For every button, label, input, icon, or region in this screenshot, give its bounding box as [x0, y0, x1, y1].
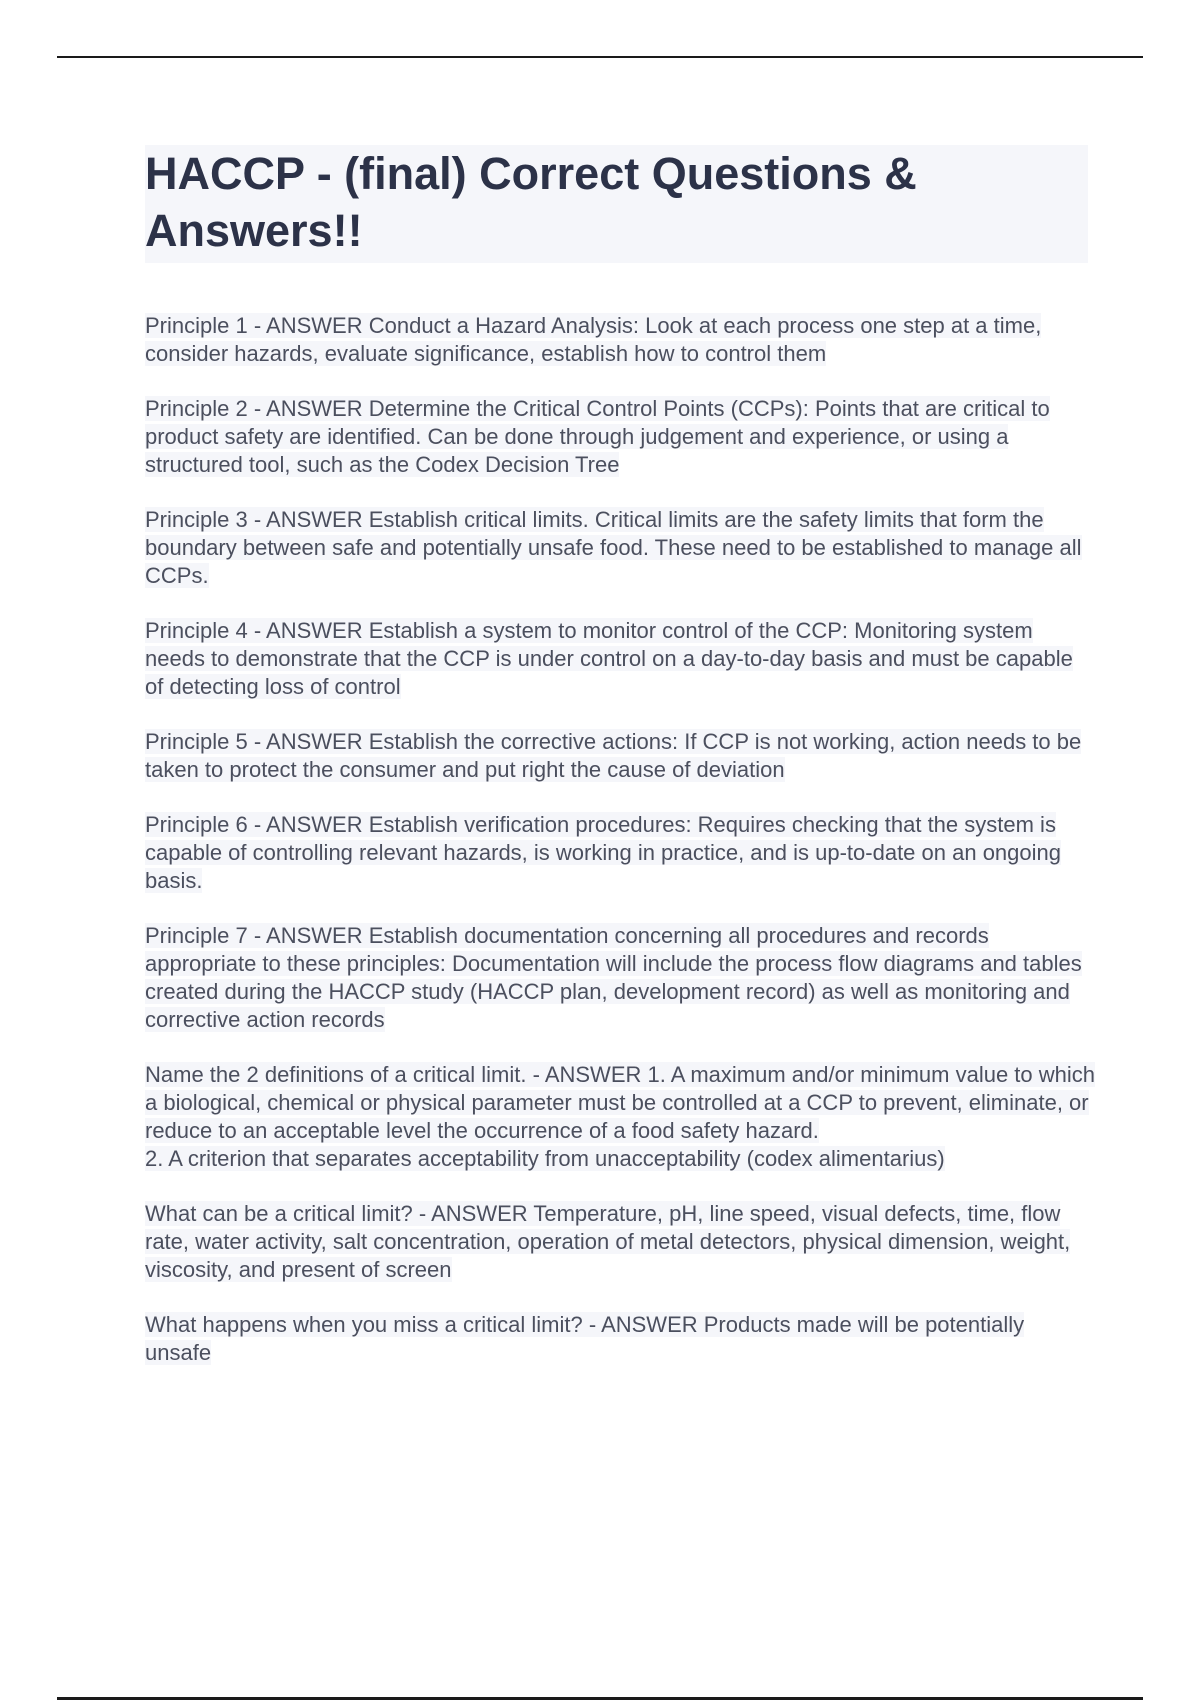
qa-text: Principle 3 - ANSWER Establish critical limits. Critical limits are the safety limits that form the boundary between safe and potentially unsafe food. These need to be established to manage all CCPs.	[145, 507, 1082, 588]
qa-item	[145, 312, 1095, 368]
qa-text: Principle 1 - ANSWER Conduct a Hazard Analysis: Look at each process one step at a time, consider hazards, evaluate significance, establish how to control them	[145, 313, 1042, 366]
qa-item	[145, 395, 1095, 479]
qa-text: Principle 2 - ANSWER Determine the Critical Control Points (CCPs): Points that are critical to product safety are identified. Can be done through judgement and experience, or using a structured tool, such as the Codex Decision Tree	[145, 396, 1050, 477]
title-block	[145, 145, 1088, 263]
qa-item	[145, 922, 1095, 1034]
qa-item	[145, 811, 1095, 895]
qa-text: Principle 6 - ANSWER Establish verification procedures: Requires checking that the system is capable of controlling relevant hazards, is working in practice, and is up-to-date on an ongoing basis.	[145, 812, 1061, 893]
qa-item	[145, 1311, 1095, 1367]
page-title: HACCP - (final) Correct Questions & Answers!!	[145, 148, 917, 256]
qa-list	[145, 312, 1095, 1394]
qa-item	[145, 506, 1095, 590]
qa-text: Name the 2 definitions of a critical limit. - ANSWER 1. A maximum and/or minimum value to which a biological, chemical or physical parameter must be controlled at a CCP to prevent, eliminate, or reduce to an acceptable level the occurrence of a food safety hazard. 2. A criterion that separates acceptability from unacceptability (codex alimentarius)	[145, 1062, 1096, 1171]
qa-text: What happens when you miss a critical limit? - ANSWER Products made will be potentially unsafe	[145, 1312, 1025, 1365]
qa-text: Principle 5 - ANSWER Establish the corrective actions: If CCP is not working, action needs to be taken to protect the consumer and put right the cause of deviation	[145, 729, 1082, 782]
top-rule	[57, 56, 1143, 58]
qa-item	[145, 1061, 1095, 1173]
qa-item	[145, 617, 1095, 701]
qa-item	[145, 728, 1095, 784]
qa-text: Principle 7 - ANSWER Establish documentation concerning all procedures and records appropriate to these principles: Documentation will include the process flow diagrams and tables created during the HACCP study (HACCP plan, development record) as well as monitoring and corrective action records	[145, 923, 1082, 1032]
qa-text: Principle 4 - ANSWER Establish a system to monitor control of the CCP: Monitoring system needs to demonstrate that the CCP is under control on a day-to-day basis and must be capable of detecting loss of control	[145, 618, 1073, 699]
qa-text: What can be a critical limit? - ANSWER Temperature, pH, line speed, visual defects, time, flow rate, water activity, salt concentration, operation of metal detectors, physical dimension, weight, viscosity, and present of screen	[145, 1201, 1071, 1282]
qa-item	[145, 1200, 1095, 1284]
